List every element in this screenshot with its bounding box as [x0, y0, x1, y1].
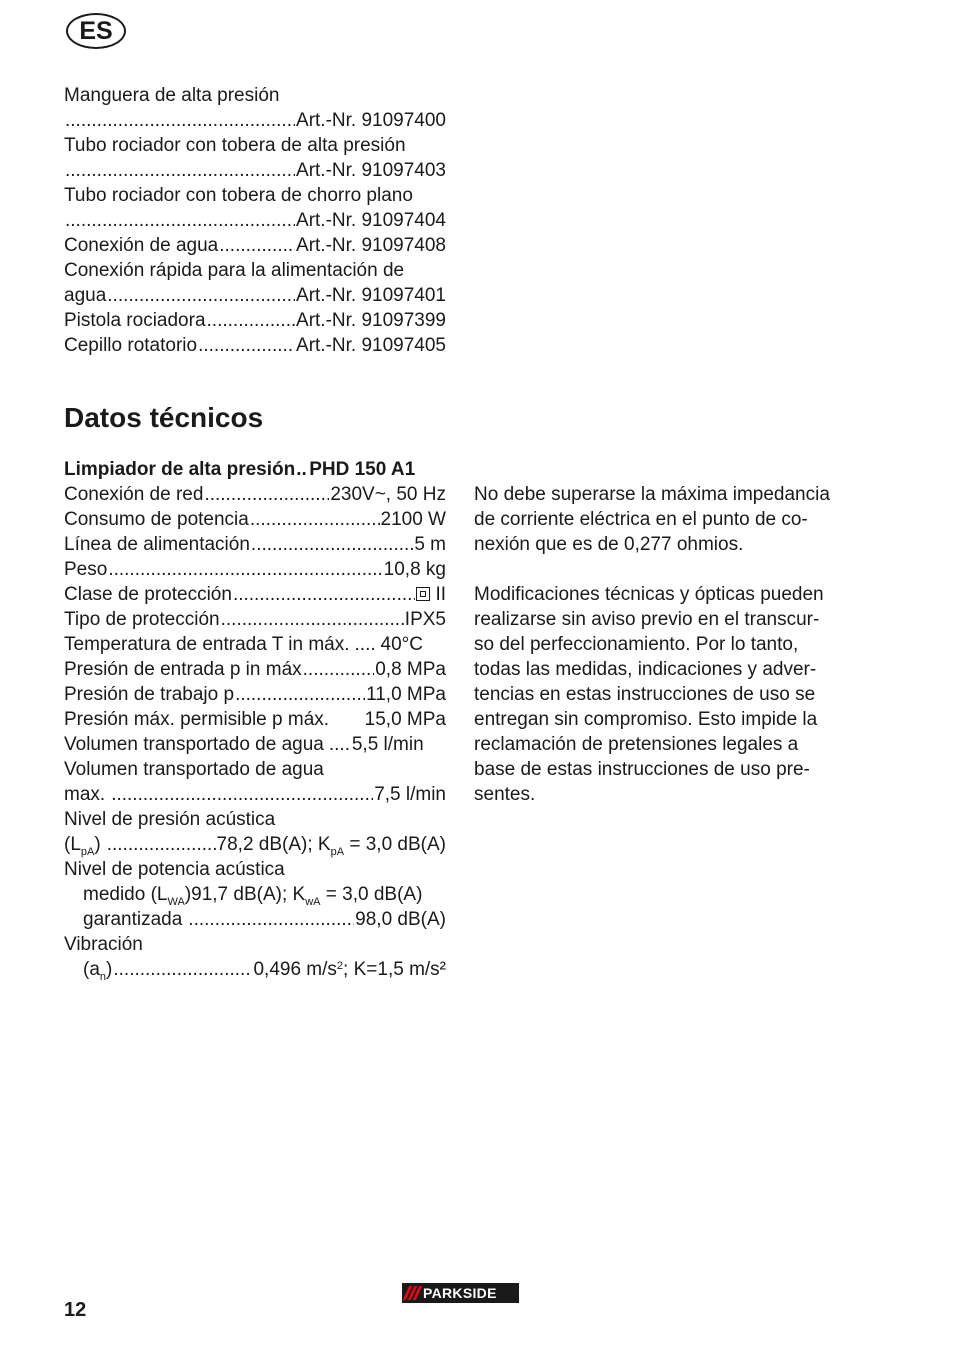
notes-column: [474, 482, 874, 807]
acoustic-pressure-row: $(L_{pA})$ ..... 78,2 dB(A); $K_{pA} = 3,0$ dB(A): [64, 832, 446, 857]
acoustic-power-measured: medido $(L_{WA})91,7$ dB(A); $K_{wA} = 3,0$ dB(A): [83, 884, 423, 908]
acoustic-pressure-title: Nivel de presión acústica: [64, 809, 276, 830]
note-line: todas las medidas, indicaciones y adver-: [474, 659, 817, 680]
list-item: Manguera de alta presión: [64, 85, 280, 106]
spec-row: Volumen transportado de agua: [64, 759, 324, 780]
spec-row: Consumo de potencia ..... 2100 W: [64, 507, 446, 532]
note-line: entregan sin compromiso. Esto impide la: [474, 709, 818, 730]
list-item: Conexión rápida para la alimentación de: [64, 260, 405, 281]
brand-name: PARKSIDE: [423, 1285, 497, 1301]
list-item: agua ..... Art.-Nr. 91097401: [64, 283, 446, 308]
list-item: Tubo rociador con tobera de chorro plano: [64, 185, 413, 206]
protection-class-ii-icon: [416, 587, 430, 601]
list-item: ..... Art.-Nr. 91097403: [64, 158, 446, 183]
spec-row: Peso ..... 10,8 kg: [64, 557, 446, 582]
list-item: Tubo rociador con tobera de alta presión: [64, 135, 406, 156]
impedance-note: [474, 482, 874, 557]
note-line: so del perfeccionamiento. Por lo tanto,: [474, 634, 799, 655]
note-line: de corriente eléctrica en el punto de co-: [474, 509, 808, 530]
language-badge: ES: [66, 13, 126, 49]
spec-row: Conexión de red ..... 230V~, 50 Hz: [64, 482, 446, 507]
modifications-note: [474, 582, 874, 807]
spec-row: Volumen transportado de agua ..... 5,5 l/min: [64, 732, 446, 757]
acoustic-power-title: Nivel de potencia acústica: [64, 859, 285, 880]
note-line: tencias en estas instrucciones de uso se: [474, 684, 816, 705]
spec-row: Línea de alimentación ..... 5 m: [64, 532, 446, 557]
note-line: Modificaciones técnicas y ópticas pueden: [474, 584, 824, 605]
vibration-row: $(a_n)$ ..... 0,496 $m/s^2$; K=1,5 m/s²: [64, 957, 446, 982]
spec-row: max. ..... 7,5 l/min: [64, 782, 446, 807]
spec-row: Clase de protección ..... II: [64, 582, 446, 607]
list-item: ..... Art.-Nr. 91097400: [64, 108, 446, 133]
spec-row: Presión de entrada p in máx ..... 0,8 MPa: [64, 657, 446, 682]
section-title: Datos técnicos: [64, 402, 264, 433]
brand-logo: [402, 1283, 519, 1303]
accessories-list: [64, 83, 446, 358]
acoustic-power-guaranteed: garantizada ..... 98,0 dB(A): [64, 907, 446, 932]
note-spacer: [474, 557, 874, 582]
note-line: realizarse sin aviso previo en el transcur-: [474, 609, 820, 630]
list-item: ..... Art.-Nr. 91097404: [64, 208, 446, 233]
spec-list: [64, 457, 446, 982]
page-number: 12: [64, 1299, 87, 1321]
note-line: reclamación de pretensiones legales a: [474, 734, 799, 755]
note-line: nexión que es de 0,277 ohmios.: [474, 534, 744, 555]
spec-row: Temperatura de entrada T in máx. ..... 40°C: [64, 632, 446, 657]
spec-row: Tipo de protección ..... IPX5: [64, 607, 446, 632]
device-heading: Limpiador de alta presión ..... PHD 150 A1: [64, 457, 446, 482]
note-line: No debe superarse la máxima impedancia: [474, 484, 830, 505]
brand-stripes-icon: [406, 1286, 419, 1300]
list-item: Conexión de agua ..... Art.-Nr. 91097408: [64, 233, 446, 258]
vibration-title: Vibración: [64, 934, 143, 955]
spec-row: Presión de trabajo p ..... 11,0 MPa: [64, 682, 446, 707]
spec-row: Presión máx. permisible p máx. 15,0 MPa: [64, 709, 446, 730]
note-line: sentes.: [474, 784, 536, 805]
list-item: Pistola rociadora ..... Art.-Nr. 91097399: [64, 308, 446, 333]
note-line: base de estas instrucciones de uso pre-: [474, 759, 810, 780]
list-item: Cepillo rotatorio ..... Art.-Nr. 91097405: [64, 333, 446, 358]
